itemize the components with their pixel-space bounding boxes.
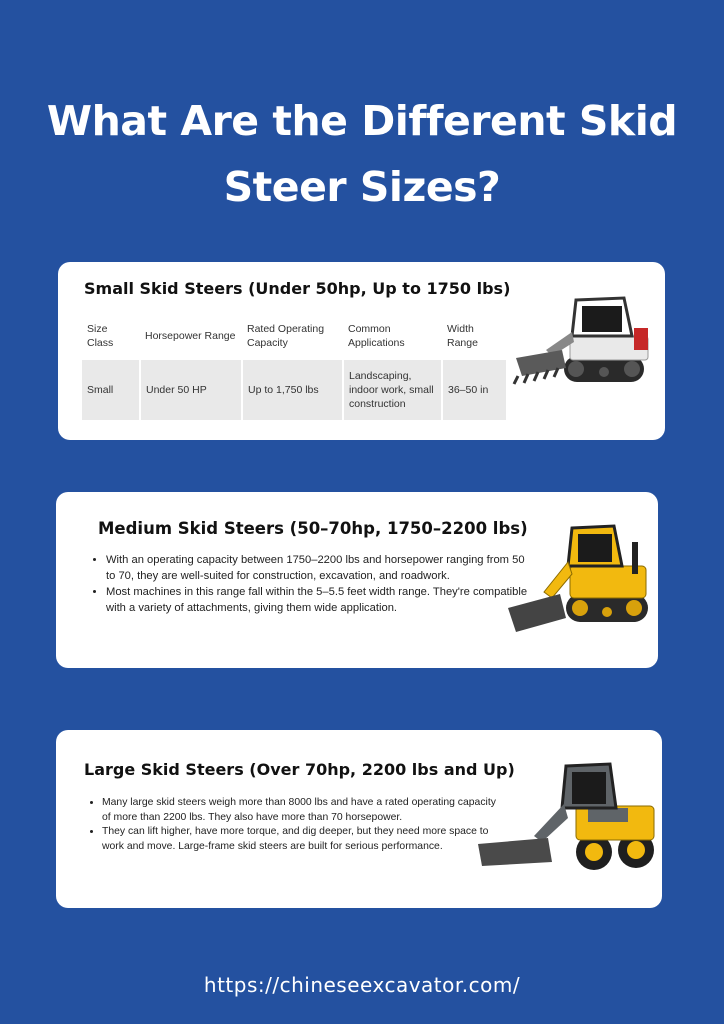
large-skid-steer-card (56, 730, 662, 908)
skid-steer-medium-image (506, 522, 651, 647)
medium-bullet-list (88, 552, 536, 616)
small-skid-steer-card (58, 262, 665, 440)
list-item: • Many large skid steers weigh more than 8000 lbs and have a rated operating capacity of more than 2200 lbs. They also have more than 70 horsepower. (102, 796, 497, 825)
large-card-heading: Large Skid Steers (Over 70hp, 2200 lbs and Up) (84, 760, 515, 779)
small-card-heading: Small Skid Steers (Under 50hp, Up to 1750 lbs) (84, 279, 511, 298)
medium-skid-steer-card (56, 492, 658, 668)
page-title (0, 88, 724, 220)
table-header-cell: Horsepower Range (140, 312, 242, 360)
list-item: • With an operating capacity between 1750–2200 lbs and horsepower ranging from 50 to 70, they are well-suited for construction, excavation, and roadwork. (106, 552, 536, 584)
skid-steer-small-image (512, 288, 652, 406)
table-cell: Small (82, 360, 140, 420)
table-header-cell: Common Applications (343, 312, 442, 360)
page-title-line-1: What Are the Different Skid (46, 97, 678, 145)
large-bullet-list (84, 796, 497, 854)
table-cell: Up to 1,750 lbs (242, 360, 343, 420)
table-cell: Under 50 HP (140, 360, 242, 420)
footer-url[interactable]: https://chineseexcavator.com/ (203, 973, 521, 997)
small-spec-table (82, 312, 508, 420)
table-cell: 36–50 in (442, 360, 507, 420)
table-header-cell: Size Class (82, 312, 140, 360)
table-header-cell: Width Range (442, 312, 507, 360)
medium-card-heading: Medium Skid Steers (50–70hp, 1750–2200 lbs) (98, 519, 528, 538)
table-row (82, 360, 507, 420)
skid-steer-large-image (476, 762, 658, 880)
page-title-line-2: Steer Sizes? (223, 163, 501, 211)
list-item: • Most machines in this range fall within the 5–5.5 feet width range. They're compatible with a variety of attachments, giving them wide application. (106, 584, 536, 616)
table-header-row (82, 312, 507, 360)
list-item: • They can lift higher, have more torque, and dig deeper, but they need more space to work and move. Large-frame skid steers are built for serious performance. (102, 825, 497, 854)
table-header-cell: Rated Operating Capacity (242, 312, 343, 360)
table-cell: Landscaping, indoor work, small construction (343, 360, 442, 420)
